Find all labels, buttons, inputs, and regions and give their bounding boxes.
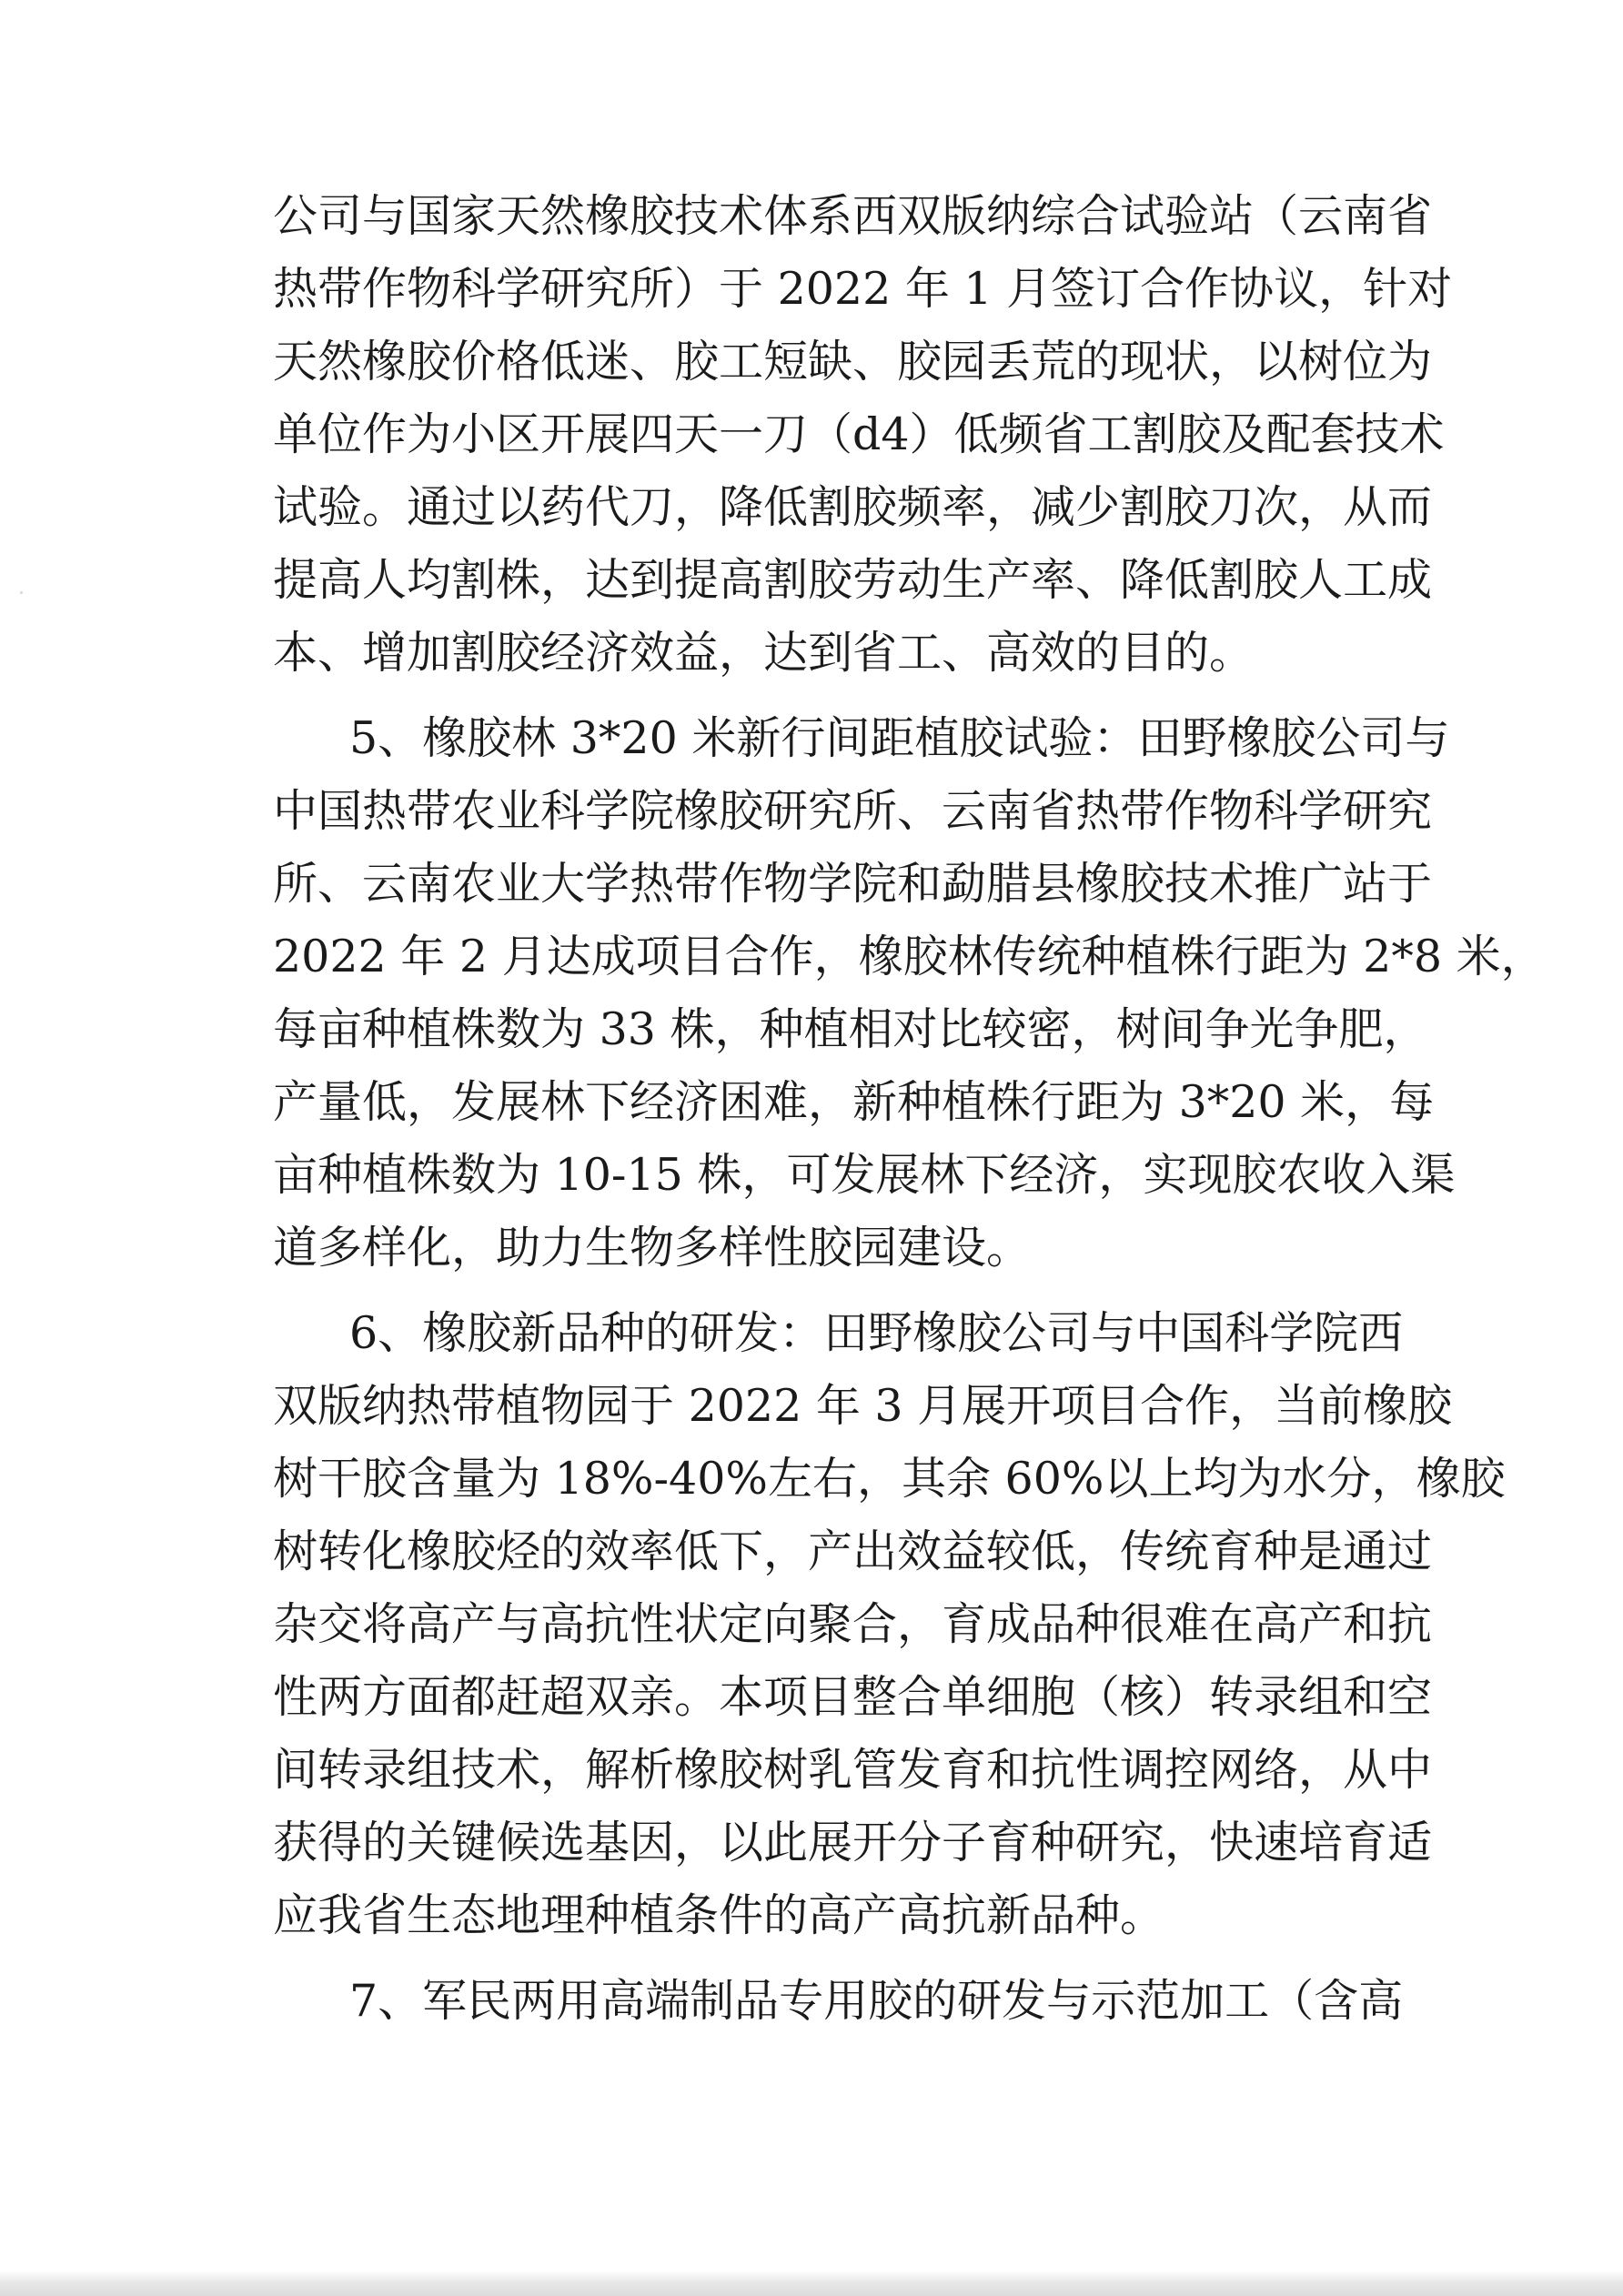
paragraph-6-line-1: 6、橡胶新品种的研发：田野橡胶公司与中国科学院西 xyxy=(349,1307,1404,1359)
paragraph-5-line-3: 所、云南农业大学热带作物学院和勐腊县橡胶技术推广站于 xyxy=(273,858,1433,910)
paragraph-6-line-2: 双版纳热带植物园于 2022 年 3 月展开项目合作，当前橡胶 xyxy=(273,1380,1453,1432)
paragraph-6-line-4: 树转化橡胶烃的效率低下，产出效益较低，传统育种是通过 xyxy=(273,1526,1433,1577)
paragraph-6-line-3: 树干胶含量为 18%-40%左右，其余 60%以上均为水分，橡胶 xyxy=(273,1453,1506,1505)
paragraph-5-line-1: 5、橡胶林 3*20 米新行间距植胶试验：田野橡胶公司与 xyxy=(349,712,1450,764)
scan-bottom-edge xyxy=(0,2271,1623,2296)
paragraph-5-line-6: 产量低，发展林下经济困难，新种植株行距为 3*20 米，每 xyxy=(273,1076,1435,1128)
paragraph-5-line-4: 2022 年 2 月达成项目合作，橡胶林传统种植株行距为 2*8 米， xyxy=(273,931,1546,982)
paragraph-6-line-5: 杂交将高产与高抗性状定向聚合，育成品种很难在高产和抗 xyxy=(273,1598,1433,1650)
paragraph-5-line-5: 每亩种植株数为 33 株，种植相对比较密，树间争光争肥， xyxy=(273,1003,1428,1055)
paragraph-5-line-2: 中国热带农业科学院橡胶研究所、云南省热带作物科学研究 xyxy=(273,785,1433,837)
scan-speck xyxy=(20,591,23,594)
paragraph-4-line-7: 本、增加割胶经济效益，达到省工、高效的目的。 xyxy=(273,627,1255,679)
paragraph-6-line-6: 性两方面都赶超双亲。本项目整合单细胞（核）转录组和空 xyxy=(273,1671,1433,1723)
paragraph-4-line-3: 天然橡胶价格低迷、胶工短缺、胶园丢荒的现状，以树位为 xyxy=(273,336,1433,388)
paragraph-6-line-7: 间转录组技术，解析橡胶树乳管发育和抗性调控网络，从中 xyxy=(273,1744,1433,1796)
paragraph-4-line-4: 单位作为小区开展四天一刀（d4）低频省工割胶及配套技术 xyxy=(273,408,1445,460)
paragraph-4-line-2: 热带作物科学研究所）于 2022 年 1 月签订合作协议，针对 xyxy=(273,263,1453,315)
paragraph-4-line-1: 公司与国家天然橡胶技术体系西双版纳综合试验站（云南省 xyxy=(273,190,1433,242)
paragraph-6-line-8: 获得的关键候选基因，以此展开分子育种研究，快速培育适 xyxy=(273,1817,1433,1868)
paragraph-4-line-5: 试验。通过以药代刀，降低割胶频率，减少割胶刀次，从而 xyxy=(273,481,1433,533)
paragraph-5-line-7: 亩种植株数为 10-15 株，可发展林下经济，实现胶农收入渠 xyxy=(273,1149,1456,1201)
paragraph-5-line-8: 道多样化，助力生物多样性胶园建设。 xyxy=(273,1222,1032,1274)
paragraph-7-line-1: 7、军民两用高端制品专用胶的研发与示范加工（含高 xyxy=(349,1975,1404,2027)
paragraph-6-line-9: 应我省生态地理种植条件的高产高抗新品种。 xyxy=(273,1889,1165,1941)
paragraph-4-line-6: 提高人均割株，达到提高割胶劳动生产率、降低割胶人工成 xyxy=(273,554,1433,606)
